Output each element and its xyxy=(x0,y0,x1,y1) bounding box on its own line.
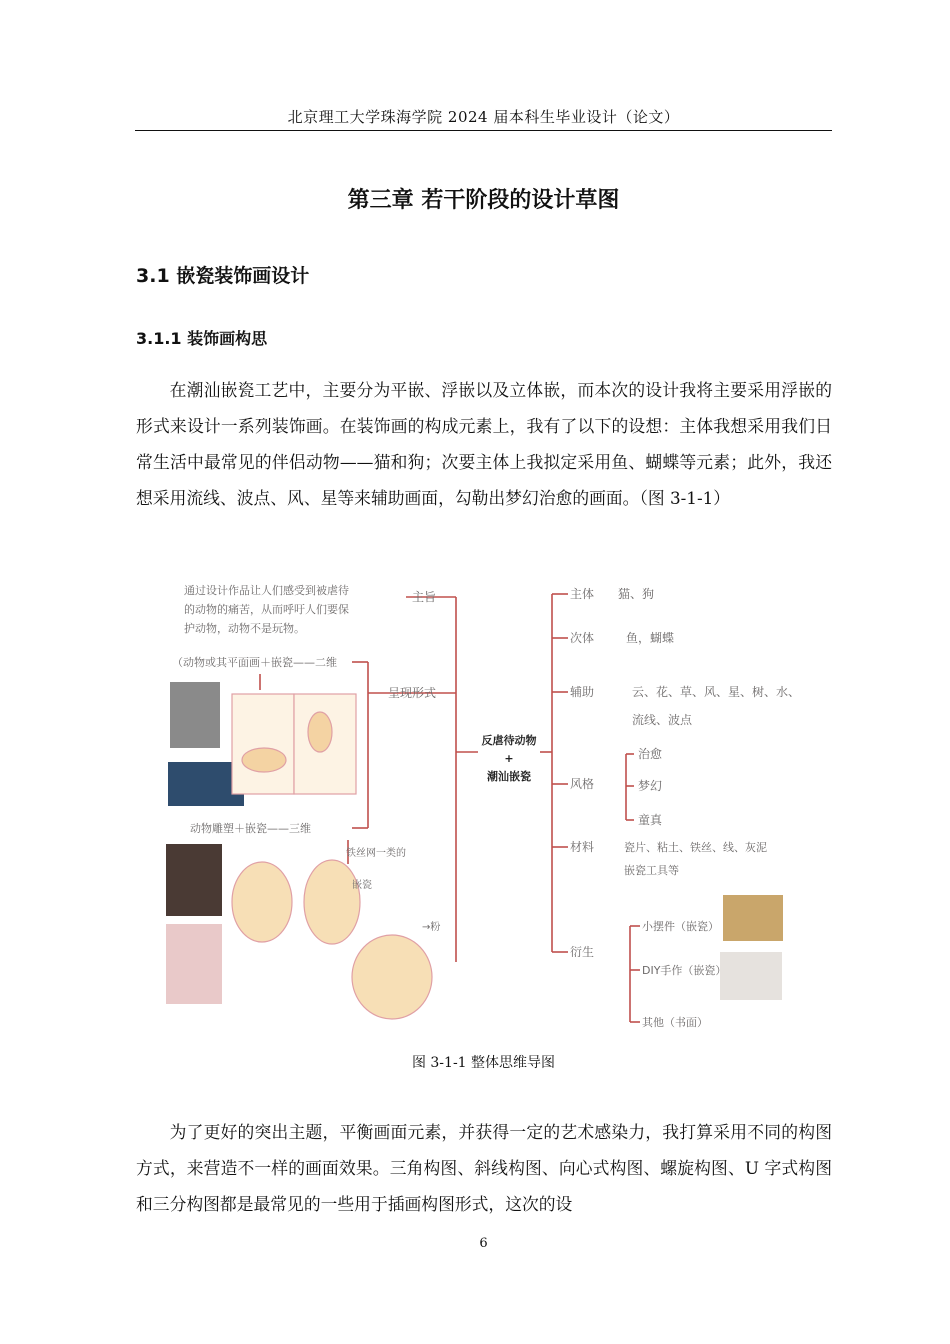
main-label: 主体 xyxy=(570,587,595,601)
center-plus: + xyxy=(504,752,514,765)
sketch-cat-1 xyxy=(242,748,286,772)
sketch-panel-1 xyxy=(232,694,294,794)
sketch-dog-sculpture-1 xyxy=(232,862,292,942)
aux-value-1: 云、花、草、风、星、树、水、 xyxy=(632,685,800,699)
sketch-cat-2 xyxy=(308,712,332,752)
header-rule xyxy=(135,130,832,131)
form-label: 呈现形式 xyxy=(388,686,437,700)
photo-poster xyxy=(166,924,222,1004)
sketch-dog-sculpture-2 xyxy=(304,860,360,944)
photo-diy-kit xyxy=(720,952,782,1000)
mind-map-svg xyxy=(160,572,800,1034)
chapter-title: 第三章 若干阶段的设计草图 xyxy=(347,188,620,213)
figure-caption: 图 3-1-1 整体思维导图 xyxy=(411,1055,556,1071)
material-1: 瓷片、粘土、铁丝、线、灰泥 xyxy=(624,841,767,854)
purpose-text-3: 护动物，动物不是玩物。 xyxy=(184,622,305,635)
aux-value-2: 流线、波点 xyxy=(632,713,693,727)
sketch-cat-sculpture xyxy=(352,935,432,1019)
purpose-label: 主旨 xyxy=(412,590,437,604)
note-wire: 铁丝网一类的 xyxy=(346,848,406,859)
photo-figurines xyxy=(723,895,783,941)
form-3d: 动物雕塑＋嵌瓷——三维 xyxy=(190,822,311,835)
secondary-value: 鱼，蝴蝶 xyxy=(626,631,675,645)
center-line-1: 反虐待动物 xyxy=(481,734,537,747)
purpose-text-2: 的动物的痛苦，从而呼吁人们要保 xyxy=(184,603,349,616)
main-value: 猫、狗 xyxy=(618,587,655,601)
derive-2: DIY手作（嵌瓷） xyxy=(642,964,727,977)
photo-sculpture xyxy=(166,844,222,916)
style-label: 风格 xyxy=(570,777,595,791)
style-3: 童真 xyxy=(638,813,663,827)
body-paragraph-1: 在潮汕嵌瓷工艺中，主要分为平嵌、浮嵌以及立体嵌，而本次的设计我将主要采用浮嵌的形式来设计一系列装饰画。在装饰画的构成元素上，我有了以下的设想：主体我想采用我们日常生活中最常见的伴侣动物——猫和狗；次要主体上我拟定采用鱼、蝴蝶等元素；此外，我还想采用流线、波点、风、星等来辅助画面，勾勒出梦幻治愈的画面。（图 3-1-1） xyxy=(136,380,832,508)
page-number: 6 xyxy=(479,1236,488,1251)
subsection-heading: 3.1.1 装饰画构思 xyxy=(136,329,268,348)
aux-label: 辅助 xyxy=(570,685,595,699)
style-2: 梦幻 xyxy=(638,779,663,793)
note-powder: →粉 xyxy=(422,922,441,933)
purpose-text-1: 通过设计作品让人们感受到被虐待 xyxy=(184,584,349,597)
running-header: 北京理工大学珠海学院 2024 届本科生毕业设计（论文） xyxy=(287,108,680,126)
section-heading: 3.1 嵌瓷装饰画设计 xyxy=(136,265,310,287)
secondary-label: 次体 xyxy=(570,631,595,645)
derive-label: 衍生 xyxy=(570,945,595,959)
derive-1: 小摆件（嵌瓷） xyxy=(642,920,719,933)
form-2d: （动物或其平面画＋嵌瓷——二维 xyxy=(172,656,337,669)
material-label: 材料 xyxy=(570,840,595,854)
mind-map-figure xyxy=(160,572,800,1034)
photo-tiles xyxy=(170,682,220,748)
center-line-2: 潮汕嵌瓷 xyxy=(487,770,531,783)
material-2: 嵌瓷工具等 xyxy=(624,864,679,877)
body-paragraph-2: 为了更好的突出主题，平衡画面元素，并获得一定的艺术感染力，我打算采用不同的构图方式，来营造不一样的画面效果。三角构图、斜线构图、向心式构图、螺旋构图、U 字式构图和三分构图都是最常见的一些用于插画构图形式，这次的设 xyxy=(136,1122,832,1214)
note-mosaic: 嵌瓷 xyxy=(352,880,372,891)
style-1: 治愈 xyxy=(638,747,663,761)
derive-3: 其他（书面） xyxy=(642,1016,708,1029)
